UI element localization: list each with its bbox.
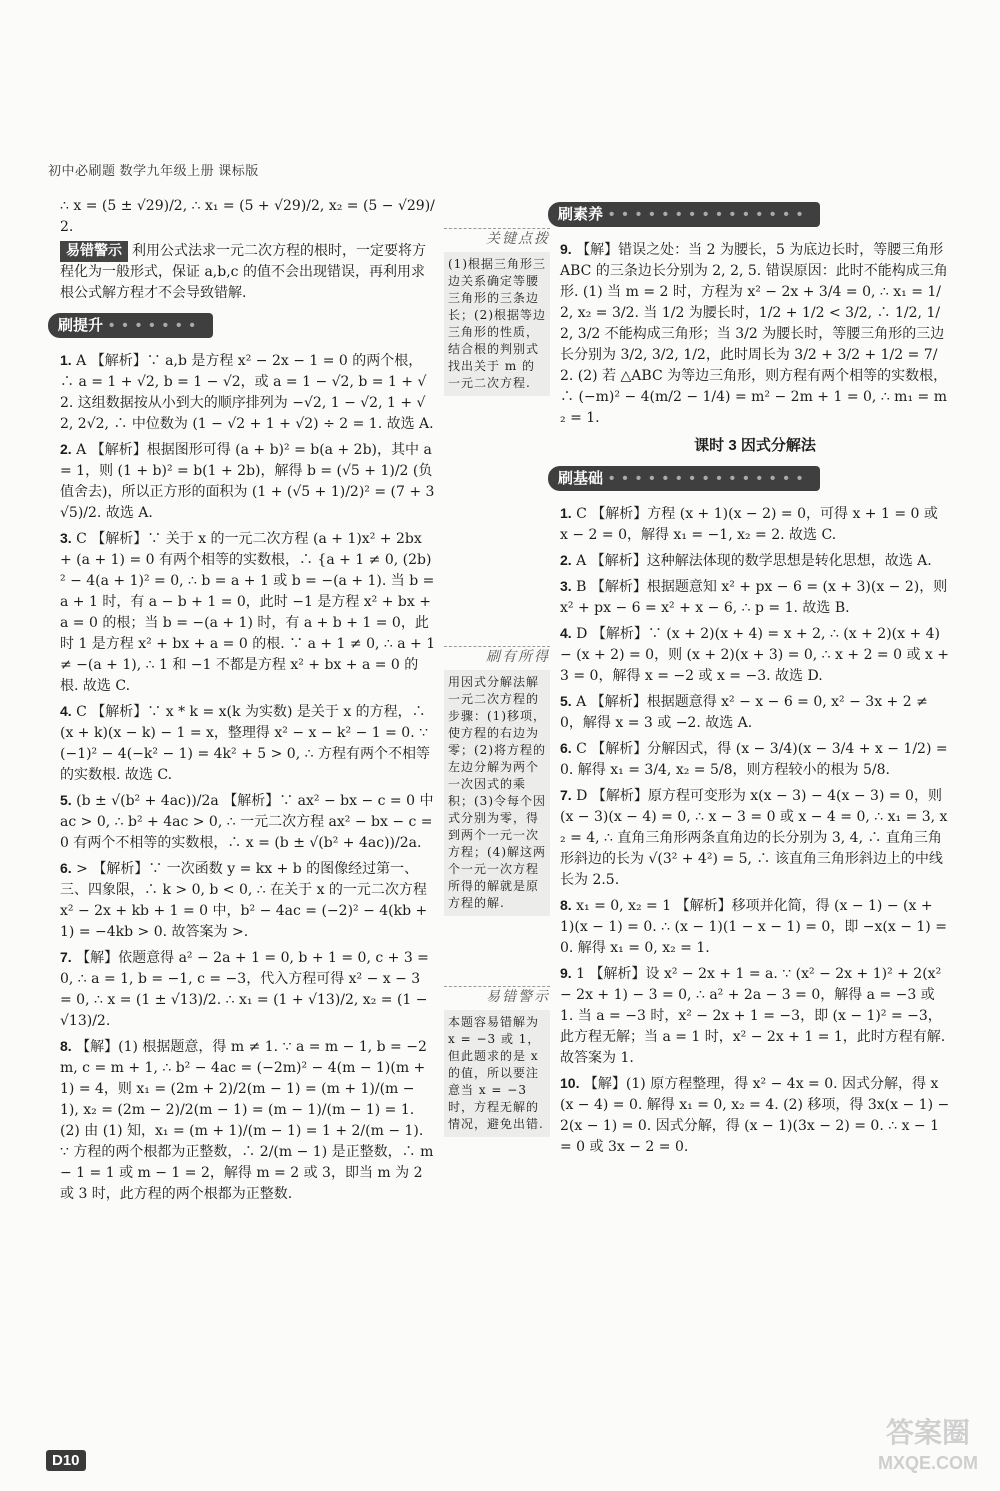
answer-item bbox=[60, 528, 436, 697]
right-answer-list-2 bbox=[560, 503, 950, 1158]
answer-text: 【解】错误之处：当 2 为腰长，5 为底边长时，等腰三角形 ABC 的三条边长分别为 2, 2, 5. 错误原因：此时不能构成三角形. (1) 当 m = 2 时，方程为 x² − 2x + 3/4 = 0, ∴ x₁ = 1/2, x₂ = 3/2. 当 1/2 为腰长时，1/2 + 1/2 < 3/2, ∴ 1/2, 1/2, 3/2 不能构成三角形；当 3/2 为腰长时，等腰三角形的三边长分别为 3/2, 3/2, 1/2，此时周长为 3/2 + 3/2 + 1/2 = 7/2. (2) 若 △ABC 为等边三角形，则方程有两个相等的实数根，∴ (−m)² − 4(m/2 − 1/4) = m² − 2m + 1 = 0, ∴ m₁ = m₂ = 1. bbox=[560, 242, 948, 426]
answer-text: C 【解析】分解因式，得 (x − 3/4)(x − 3/4 + x − 1/2) = 0. 解得 x₁ = 3/4, x₂ = 5/8，则方程较小的根为 5/8. bbox=[560, 741, 948, 778]
running-header: 初中必刷题 数学九年级上册 课标版 bbox=[48, 163, 259, 178]
answer-text: B 【解析】根据题意知 x² + px − 6 = (x + 3)(x − 2)，则 x² + px − 6 = x² + x − 6, ∴ p = 1. 故选 B. bbox=[560, 579, 948, 616]
answer-number: 8. bbox=[560, 897, 572, 913]
answer-item bbox=[60, 790, 436, 854]
answer-item bbox=[560, 550, 950, 572]
answer-number: 3. bbox=[560, 578, 572, 594]
answer-item bbox=[560, 785, 950, 891]
answer-number: 7. bbox=[560, 787, 572, 803]
answer-text: 【解】(1) 原方程整理，得 x² − 4x = 0. 因式分解，得 x(x − 4) = 0. 解得 x₁ = 0, x₂ = 4. (2) 移项，得 3x(x − 1) − 2(x − 1) = 0. 因式分解，得 (x − 1)(3x − 2) = 0. ∴ x − 1 = 0 或 3x − 2 = 0. bbox=[560, 1076, 950, 1155]
answer-text: C 【解析】∵ 关于 x 的一元二次方程 (a + 1)x² + 2bx + (a + 1) = 0 有两个相等的实数根，∴ {a + 1 ≠ 0, (2b)² − 4(a + 1)² = 0, ∴ b = a + 1 或 b = −(a + 1). 当 b = a + 1 时，有 a − b + 1 = 0，此时 −1 是方程 x² + bx + a = 0 的根；当 b = −(a + 1) 时，有 a + b + 1 = 0，此时 1 是方程 x² + bx + a = 0 的根. ∵ a + 1 ≠ 0, ∴ a + 1 ≠ −(a + 1), ∴ 1 和 −1 不都是方程 x² + bx + a = 0 的根. 故选 C. bbox=[60, 531, 436, 694]
side-note-title: 刷有所得 bbox=[486, 649, 550, 665]
answer-number: 10. bbox=[560, 1075, 580, 1091]
answer-number: 8. bbox=[60, 1038, 72, 1054]
answer-text: 【解】依题意得 a² − 2a + 1 = 0, b + 1 = 0, c + 3 = 0, ∴ a = 1, b = −1, c = −3，代入方程可得 x² − x − 3 = 0, ∴ x = (1 ± √13)/2. ∴ x₁ = (1 + √13)/2, x₂ = (1 − √13)/2. bbox=[60, 950, 429, 1029]
answer-item bbox=[560, 503, 950, 546]
answer-text: 1 【解析】设 x² − 2x + 1 = a. ∵ (x² − 2x + 1)² + 2(x² − 2x + 1) − 3 = 0, ∴ a² + 2a − 3 = 0，解得 a = −3 或 1. 当 a = −3 时，x² − 2x + 1 = −3，即 (x − 1)² = −3，此方程无解；当 a = 1 时，x² − 2x + 1 = 1，此时方程有解. 故答案为 1. bbox=[560, 966, 946, 1066]
answer-number: 9. bbox=[560, 965, 572, 981]
side-note-text: 用因式分解法解一元二次方程的步骤：(1)移项，使方程的右边为零；(2)将方程的左边分解为两个一次因式的乘积；(3)令每个因式分别为零，得到两个一元一次方程；(4)解这两个一元一次方程所得的解就是原方程的解. bbox=[444, 670, 550, 916]
side-notes bbox=[444, 228, 550, 1177]
answer-number: 5. bbox=[560, 693, 572, 709]
answer-item bbox=[60, 701, 436, 786]
side-note-text: (1)根据三角形三边关系确定等腰三角形的三条边长；(2)根据等边三角形的性质，结合根的判别式找出关于 m 的一元二次方程. bbox=[444, 252, 550, 396]
right-answer-list-1 bbox=[560, 239, 950, 429]
section-title-basic: 刷基础 • • • • • • • • • • • • • • • bbox=[548, 466, 820, 491]
answer-text: > 【解析】∵ 一次函数 y = kx + b 的图像经过第一、三、四象限，∴ k > 0, b < 0, ∴ 在关于 x 的一元二次方程 x² − 2x + kb + 1 = 0 中，b² − 4ac = (−2)² − 4(kb + 1) = −4kb > 0. 故答案为 >. bbox=[60, 861, 428, 940]
intro-line: ∴ x = (5 ± √29)/2, ∴ x₁ = (5 + √29)/2, x₂ = (5 − √29)/2. bbox=[60, 198, 435, 235]
left-column bbox=[60, 196, 436, 1208]
answer-text: x₁ = 0, x₂ = 1 【解析】移项并化简，得 (x − 1) − (x + 1)(x − 1) = 0. ∴ (x − 1)(1 − x − 1) = 0，即 −x(x − 1) = 0. 解得 x₁ = 0, x₂ = 1. bbox=[560, 898, 947, 956]
section-title-improve: 刷提升 • • • • • • • bbox=[48, 313, 213, 338]
side-note bbox=[444, 646, 550, 916]
answer-number: 6. bbox=[560, 740, 572, 756]
answer-number: 5. bbox=[60, 792, 72, 808]
answer-number: 9. bbox=[560, 241, 572, 257]
answer-number: 4. bbox=[60, 703, 72, 719]
answer-item bbox=[560, 576, 950, 619]
answer-item bbox=[560, 691, 950, 734]
answer-number: 4. bbox=[560, 625, 572, 641]
answer-text: 【解】(1) 根据题意，得 m ≠ 1. ∵ a = m − 1, b = −2m, c = m + 1, ∴ b² − 4ac = (−2m)² − 4(m − 1)(m + 1) = 4，则 x₁ = (2m + 2)/2(m − 1) = (m + 1)/(m − 1), x₂ = (2m − 2)/2(m − 1) = (m − 1)/(m − 1) = 1. (2) 由 (1) 知，x₁ = (m + 1)/(m − 1) = 1 + 2/(m − 1). ∵ 方程的两个根都为正整数，∴ 2/(m − 1) 是正整数，∴ m − 1 = 1 或 m − 1 = 2，解得 m = 2 或 3，即当 m 为 2 或 3 时，此方程的两个根都为正整数. bbox=[60, 1039, 434, 1202]
side-note-title: 易错警示 bbox=[486, 989, 550, 1005]
answer-number: 3. bbox=[60, 530, 72, 546]
answer-item bbox=[560, 1073, 950, 1158]
warning-note bbox=[60, 241, 436, 304]
side-note-text: 本题容易错解为 x = −3 或 1，但此题求的是 x 的值，所以要注意当 x = −3 时，方程无解的情况，避免出错. bbox=[444, 1010, 550, 1137]
answer-number: 1. bbox=[60, 352, 72, 368]
answer-text: C 【解析】方程 (x + 1)(x − 2) = 0，可得 x + 1 = 0 或 x − 2 = 0，解得 x₁ = −1, x₂ = 2. 故选 C. bbox=[560, 506, 938, 543]
section-title-literacy: 刷素养 • • • • • • • • • • • • • • • bbox=[548, 202, 820, 227]
left-answer-list bbox=[60, 350, 436, 1205]
answer-item bbox=[60, 947, 436, 1032]
answer-item bbox=[560, 738, 950, 781]
answer-number: 2. bbox=[60, 441, 72, 457]
answer-text: D 【解析】∵ (x + 2)(x + 4) = x + 2, ∴ (x + 2)(x + 4) − (x + 2) = 0，则 (x + 2)(x + 3) = 0, ∴ x + 2 = 0 或 x + 3 = 0，解得 x = −2 或 x = −3. 故选 D. bbox=[560, 626, 949, 684]
page-number: D10 bbox=[46, 1450, 86, 1471]
watermark-logo: 答案圈 MXQE.COM bbox=[877, 1417, 978, 1473]
answer-number: 6. bbox=[60, 860, 72, 876]
side-note bbox=[444, 228, 550, 396]
warning-tag: 易错警示 bbox=[60, 241, 128, 262]
answer-item bbox=[60, 1036, 436, 1205]
answer-text: (b ± √(b² + 4ac))/2a 【解析】∵ ax² − bx − c = 0 中 ac > 0, ∴ b² + 4ac > 0, ∴ 一元二次方程 ax² − bx − c = 0 有两个不相等的实数根，∴ x = (b ± √(b² + 4ac))/2a. bbox=[60, 793, 434, 851]
answer-item bbox=[60, 350, 436, 435]
answer-text: A 【解析】根据题意得 x² − x − 6 = 0, x² − 3x + 2 ≠ 0，解得 x = 3 或 −2. 故选 A. bbox=[560, 694, 928, 731]
answer-item bbox=[560, 895, 950, 959]
answer-number: 1. bbox=[560, 505, 572, 521]
right-column bbox=[560, 196, 950, 1161]
warning-text: 利用公式法求一元二次方程的根时，一定要将方程化为一般形式，保证 a,b,c 的值不会出现错误，再利用求根公式解方程才不会导致错解. bbox=[60, 243, 426, 301]
lesson-title: 课时 3 因式分解法 bbox=[694, 437, 816, 454]
side-note-title: 关键点拨 bbox=[486, 231, 550, 247]
answer-text: A 【解析】∵ a,b 是方程 x² − 2x − 1 = 0 的两个根，∴ a = 1 + √2, b = 1 − √2，或 a = 1 − √2, b = 1 + √2. 这组数据按从小到大的顺序排列为 −√2, 1 − √2, 1 + √2, 2√2, ∴ 中位数为 (1 − √2 + 1 + √2) ÷ 2 = 1. 故选 A. bbox=[60, 353, 434, 432]
answer-number: 7. bbox=[60, 949, 72, 965]
answer-item bbox=[60, 439, 436, 524]
side-note bbox=[444, 986, 550, 1137]
answer-item bbox=[560, 239, 950, 429]
answer-text: C 【解析】∵ x * k = x(k 为实数) 是关于 x 的方程，∴ (x + k)(x − k) − 1 = x，整理得 x² − x − k² − 1 = 0. ∵ (−1)² − 4(−k² − 1) = 4k² + 5 > 0, ∴ 方程有两个不相等的实数根. 故选 C. bbox=[60, 704, 430, 783]
answer-text: D 【解析】原方程可变形为 x(x − 3) − 4(x − 3) = 0，则 (x − 3)(x − 4) = 0, ∴ x − 3 = 0 或 x − 4 = 0, ∴ x₁ = 3, x₂ = 4, ∴ 直角三角形两条直角边的长分别为 3, 4, ∴ 直角三角形斜边的长为 √(3² + 4²) = 5, ∴ 该直角三角形斜边上的中线长为 2.5. bbox=[560, 788, 948, 888]
answer-text: A 【解析】这种解法体现的数学思想是转化思想，故选 A. bbox=[576, 553, 932, 569]
answer-text: A 【解析】根据图形可得 (a + b)² = b(a + 2b)，其中 a = 1，则 (1 + b)² = b(1 + 2b)，解得 b = (√5 + 1)/2 (负值舍去)，所以正方形的面积为 (1 + (√5 + 1)/2)² = (7 + 3√5)/2. 故选 A. bbox=[60, 442, 435, 521]
answer-number: 2. bbox=[560, 552, 572, 568]
answer-item bbox=[60, 858, 436, 943]
answer-item bbox=[560, 623, 950, 687]
answer-item bbox=[560, 963, 950, 1069]
